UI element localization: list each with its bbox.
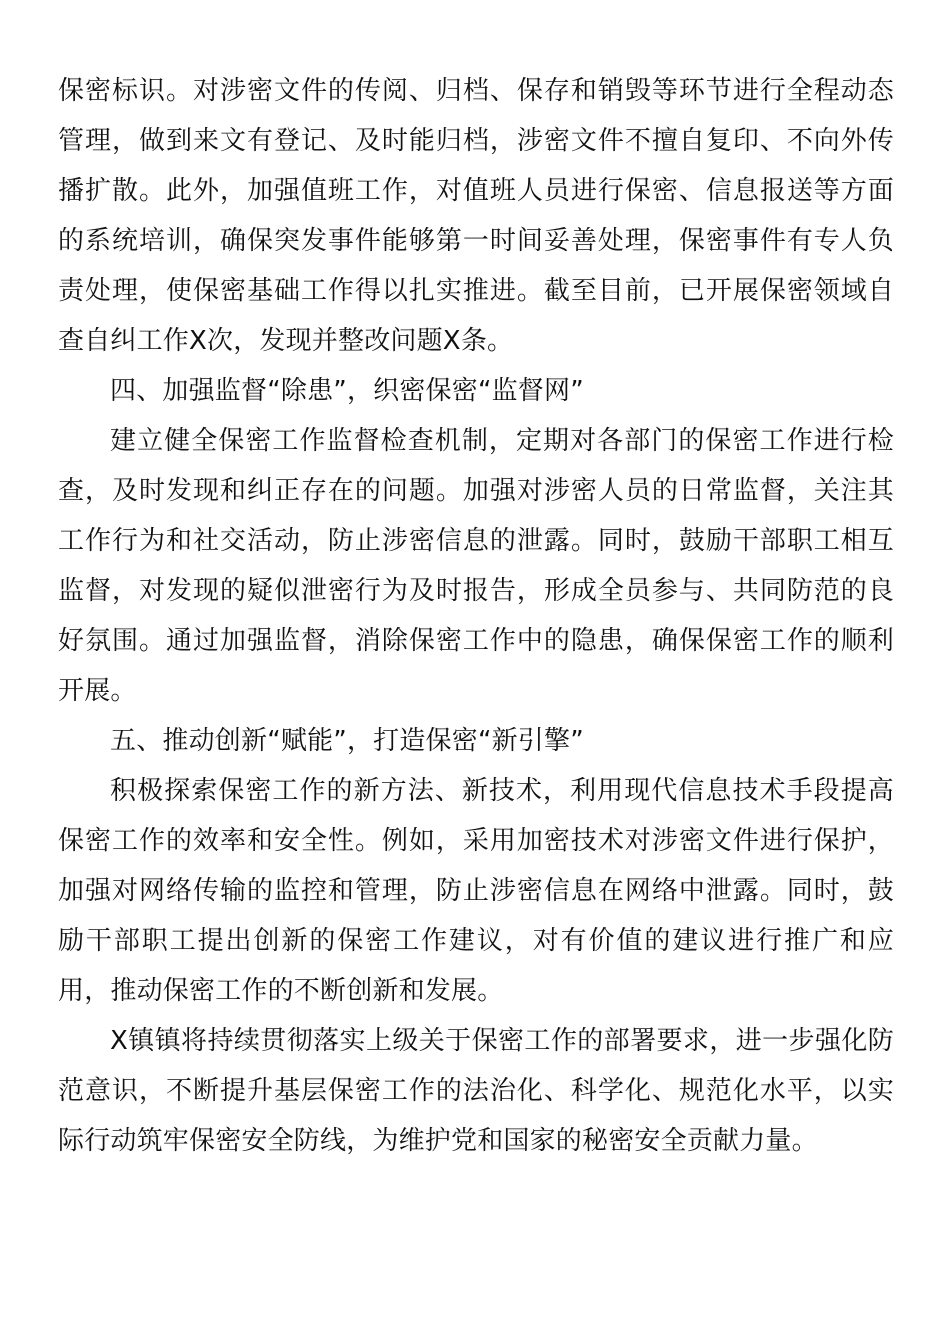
body-paragraph-conclusion: X镇镇将持续贯彻落实上级关于保密工作的部署要求，进一步强化防范意识，不断提升基层保密工作的法治化、科学化、规范化水平，以实际行动筑牢保密安全防线，为维护党和国家的秘密安全贡献力量。	[58, 1026, 894, 1156]
body-paragraph-supervision: 建立健全保密工作监督检查机制，定期对各部门的保密工作进行检查，及时发现和纠正存在的问题。加强对涉密人员的日常监督，关注其工作行为和社交活动，防止涉密信息的泄露。同时，鼓励干部职工相互监督，对发现的疑似泄密行为及时报告，形成全员参与、共同防范的良好氛围。通过加强监督，消除保密工作中的隐患，确保保密工作的顺利开展。	[58, 426, 894, 706]
section-heading-5: 五、推动创新“赋能”，打造保密“新引擎”	[110, 726, 584, 756]
body-paragraph-innovation: 积极探索保密工作的新方法、新技术，利用现代信息技术手段提高保密工作的效率和安全性。例如，采用加密技术对涉密文件进行保护，加强对网络传输的监控和管理，防止涉密信息在网络中泄露。同时，鼓励干部职工提出创新的保密工作建议，对有价值的建议进行推广和应用，推动保密工作的不断创新和发展。	[58, 776, 894, 1006]
document-page	[58, 66, 894, 1166]
section-heading-4: 四、加强监督“除患”，织密保密“监督网”	[110, 376, 584, 406]
body-paragraph-continued: 保密标识。对涉密文件的传阅、归档、保存和销毁等环节进行全程动态管理，做到来文有登记、及时能归档，涉密文件不擅自复印、不向外传播扩散。此外，加强值班工作，对值班人员进行保密、信息报送等方面的系统培训，确保突发事件能够第一时间妥善处理，保密事件有专人负责处理，使保密基础工作得以扎实推进。截至目前，已开展保密领域自查自纠工作X次，发现并整改问题X条。	[58, 76, 894, 356]
